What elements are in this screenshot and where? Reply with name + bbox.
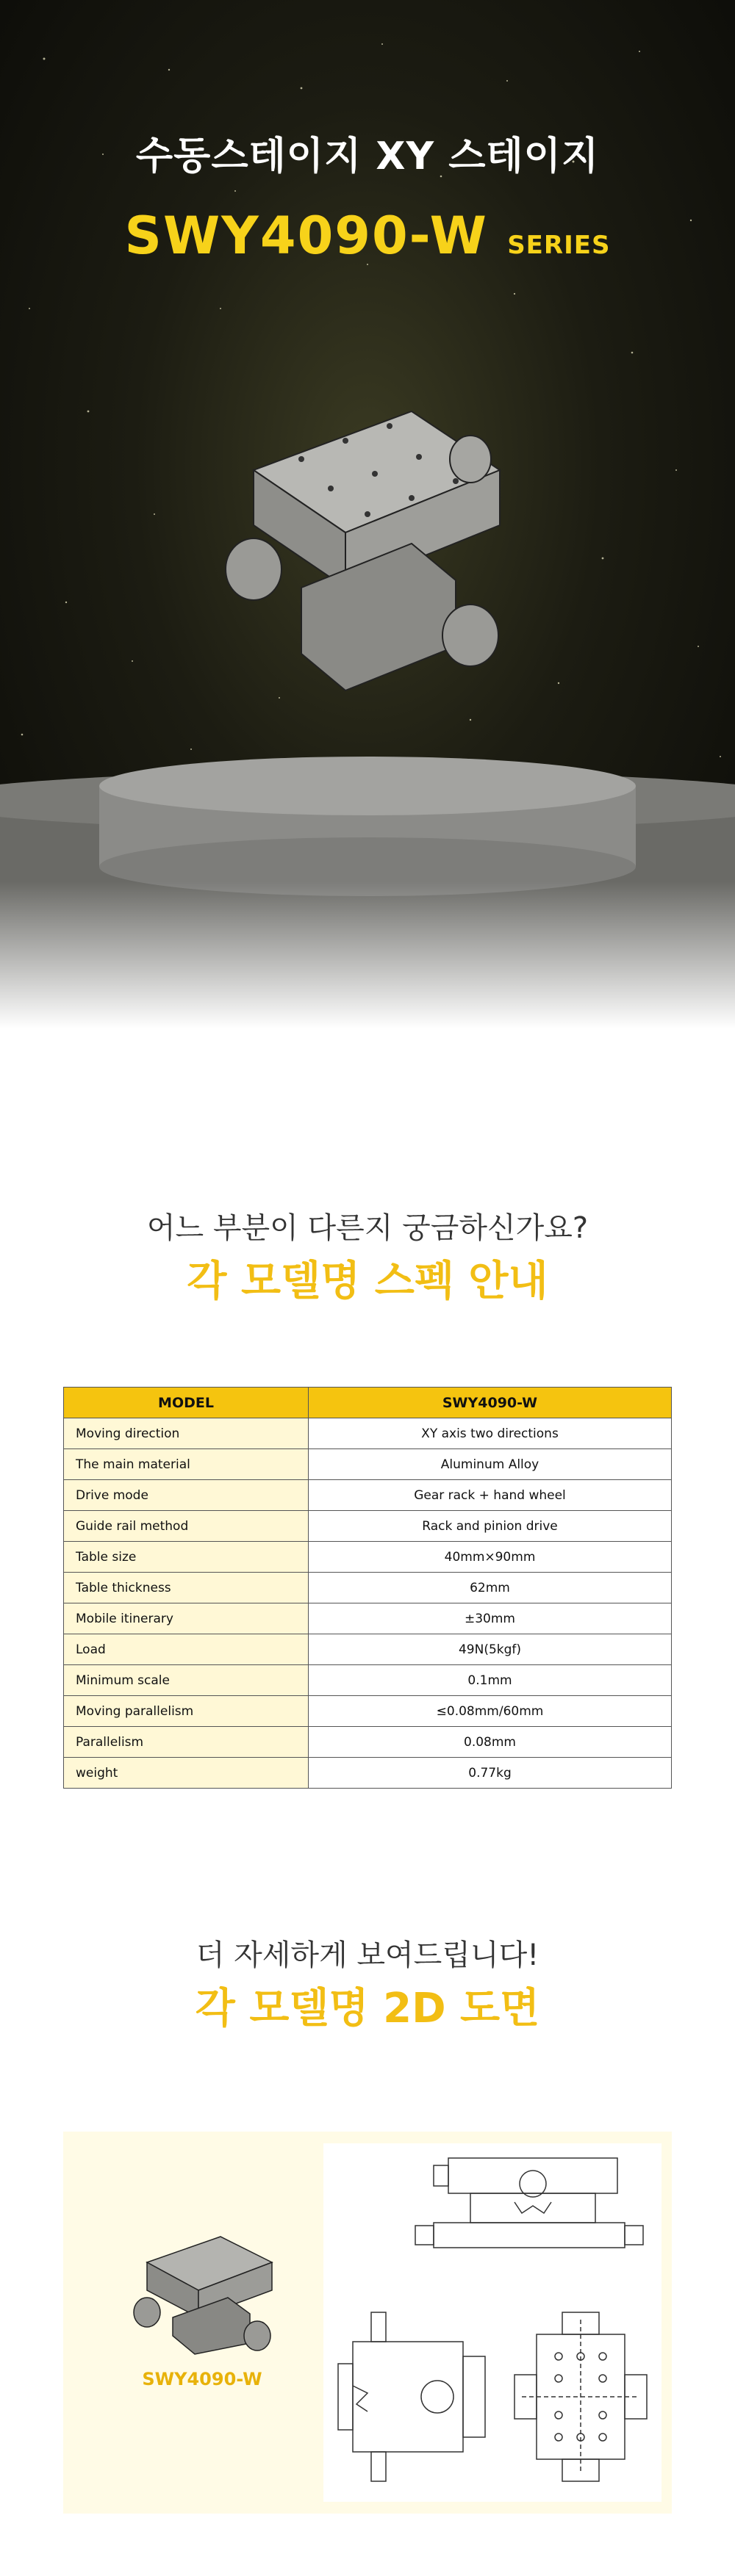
drawing-heading: 각 모델명 2D 도면: [195, 1985, 540, 2032]
spec-value: 62mm: [309, 1573, 672, 1603]
spec-value: ≤0.08mm/60mm: [309, 1696, 672, 1727]
table-row: [64, 1727, 672, 1758]
hero-banner: [0, 0, 735, 1028]
table-row: [64, 1665, 672, 1696]
table-row: [64, 1542, 672, 1573]
hero-model-suffix: SERIES: [507, 231, 611, 260]
spec-value: Gear rack + hand wheel: [309, 1480, 672, 1511]
spec-key: Drive mode: [64, 1480, 309, 1511]
table-row: [64, 1480, 672, 1511]
spec-key: Table size: [64, 1542, 309, 1573]
table-row: [64, 1511, 672, 1542]
spec-value: 40mm×90mm: [309, 1542, 672, 1573]
hero-model-main: SWY4090-W: [124, 206, 488, 266]
spec-value: Rack and pinion drive: [309, 1511, 672, 1542]
spec-value: 0.77kg: [309, 1758, 672, 1789]
spec-key: Minimum scale: [64, 1665, 309, 1696]
hero-fade: [0, 881, 735, 1028]
spec-value: 49N(5kgf): [309, 1634, 672, 1665]
table-row: [64, 1696, 672, 1727]
hero-title: 수동스테이지 XY 스테이지: [135, 134, 600, 178]
xy-stage-illustration: [226, 411, 500, 690]
spec-heading: 각 모델명 스펙 안내: [187, 1258, 548, 1305]
spec-key: Load: [64, 1634, 309, 1665]
spec-value: Aluminum Alloy: [309, 1449, 672, 1480]
spec-key: Moving direction: [64, 1418, 309, 1449]
table-row: [64, 1573, 672, 1603]
spec-key: weight: [64, 1758, 309, 1789]
table-row: [64, 1603, 672, 1634]
drawing-model-caption: SWY4090-W: [142, 2369, 262, 2389]
hero-model-name: [0, 206, 735, 266]
spec-key: Guide rail method: [64, 1511, 309, 1542]
spec-key: Moving parallelism: [64, 1696, 309, 1727]
spec-table: [63, 1387, 672, 1789]
spec-subtitle: 어느 부분이 다른지 궁금하신가요?: [146, 1211, 589, 1245]
product-thumbnail: [132, 2226, 287, 2358]
drawing-subtitle: 더 자세하게 보여드립니다!: [196, 1938, 539, 1972]
spec-key: Parallelism: [64, 1727, 309, 1758]
technical-drawing: [323, 2143, 662, 2502]
spec-header-value: SWY4090-W: [309, 1388, 672, 1418]
spec-value: 0.08mm: [309, 1727, 672, 1758]
table-row: [64, 1449, 672, 1480]
spec-key: The main material: [64, 1449, 309, 1480]
table-row: [64, 1634, 672, 1665]
spec-header-model: MODEL: [64, 1388, 309, 1418]
spec-value: XY axis two directions: [309, 1418, 672, 1449]
spec-value: 0.1mm: [309, 1665, 672, 1696]
table-row: [64, 1418, 672, 1449]
spec-key: Table thickness: [64, 1573, 309, 1603]
spec-key: Mobile itinerary: [64, 1603, 309, 1634]
spec-table-header-row: [64, 1388, 672, 1418]
spec-value: ±30mm: [309, 1603, 672, 1634]
table-row: [64, 1758, 672, 1789]
